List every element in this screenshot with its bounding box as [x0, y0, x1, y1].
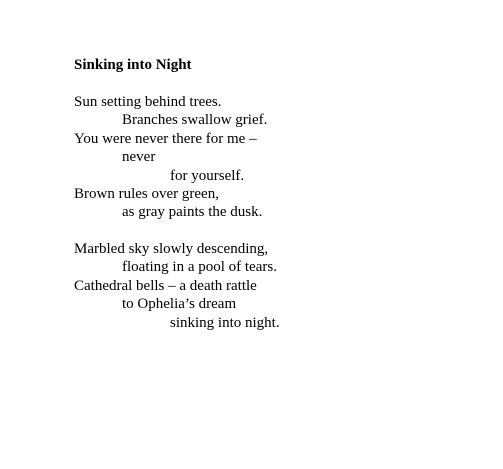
stanza-1 — [74, 93, 267, 222]
poem-line: as gray paints the dusk. — [122, 204, 263, 221]
poem-line: Cathedral bells – a death rattle — [74, 277, 257, 294]
poem-line: for yourself. — [170, 167, 245, 184]
poem-line: Brown rules over green, — [74, 185, 219, 202]
poem-line: Marbled sky slowly descending, — [74, 241, 269, 257]
poem-line: sinking into night. — [170, 314, 280, 331]
poem-line: to Ophelia’s dream — [122, 296, 237, 313]
poem-line: Sun setting behind trees. — [74, 94, 222, 110]
poem-line: Branches swallow grief. — [122, 112, 268, 129]
poem-line: floating in a pool of tears. — [122, 259, 277, 276]
stanza-2 — [74, 240, 280, 332]
poem-line: You were never there for me – — [74, 130, 257, 147]
poem-title: Sinking into Night — [74, 57, 192, 73]
poem-line: never — [122, 149, 156, 166]
